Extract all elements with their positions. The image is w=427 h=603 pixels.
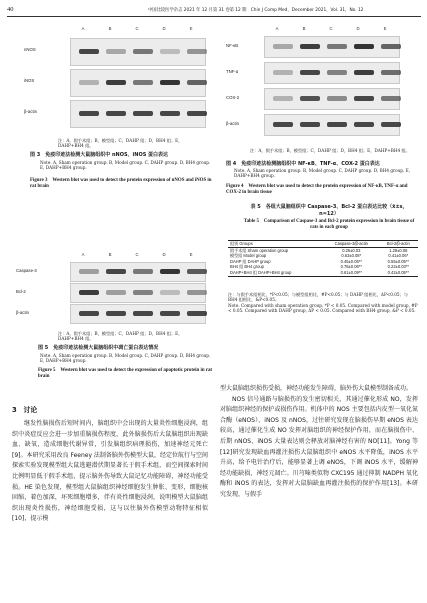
- table-cell: 假手术组 Sham operation group: [230, 247, 289, 253]
- table-cell: 1.29±0.08: [389, 247, 408, 253]
- blot-band: [187, 49, 207, 54]
- blot-row-label: Caspase-3: [16, 268, 37, 273]
- figure-3: [24, 26, 220, 138]
- table-cell: BH4 组 BH4 group: [230, 264, 264, 270]
- blot-band: [327, 96, 347, 101]
- blot-band: [273, 96, 293, 101]
- figure-note: 注：A，假手术组；B，模型组；C，DAHP 组；D，BH4 组；E，DAHP+BH4 组。: [250, 148, 410, 153]
- figure-4: [226, 26, 418, 148]
- lane-label: B: [108, 26, 112, 31]
- body-column-left: [12, 419, 208, 525]
- blot-band: [160, 111, 180, 116]
- blot-band: [354, 70, 374, 75]
- figure-note-en: Note. A, Sham operation group. B, Model group. C, DAHP group. D, BH4 group. E, DAHP+BH4 group.: [40, 160, 211, 171]
- blot-band: [79, 290, 99, 295]
- figure-caption-en: Figure 3 Western blot was used to detect the protein expression of nNOS and iNOS in rat brain: [30, 178, 212, 190]
- blot-band: [133, 290, 153, 295]
- blot-band: [300, 122, 320, 127]
- table-cell: 0.63±0.08*: [341, 253, 362, 259]
- table-row: [228, 270, 418, 276]
- table-cell: 0.41±0.06*: [388, 253, 409, 259]
- blot-band: [106, 80, 126, 85]
- lane-label: C: [329, 26, 333, 31]
- figure-note-en: Note. A, Sham operation group. B, Model group. C, DAHP group. D, BH4 group. E, DAHP+BH4 group.: [40, 353, 211, 364]
- running-header: 中国比较医学杂志 2021 年 12 月第 31 卷第 12 期 Chin J Comp Med，December 2021，Vol. 31，No. 12: [148, 8, 364, 13]
- table-title-en: Table 5 Comparison of Caspase-3 and Bcl-2 protein expression in brain tissue of rats in each group: [243, 219, 415, 231]
- table-cell: 0.25±0.03: [342, 247, 361, 253]
- western-blot-strip: [70, 283, 206, 303]
- figure-note-en: Note. A, Sham operation group. B, Model group. C, DAHP group. D, BH4 group. E, DAHP+BH4 group.: [234, 168, 411, 179]
- blot-band: [106, 111, 126, 116]
- blot-band: [354, 44, 374, 49]
- table-cell: 0.45±0.05**: [340, 258, 362, 264]
- blot-band: [106, 269, 126, 274]
- blot-band: [327, 70, 347, 75]
- western-blot-strip: [70, 304, 206, 324]
- blot-band: [160, 290, 180, 295]
- body-paragraph: 型大鼠脑组织损伤受损，神经功能发生障碍，脑外伤大鼠模型制备成功。: [220, 385, 413, 392]
- western-blot-strip: [264, 88, 400, 110]
- figure-5: [16, 252, 220, 330]
- figure-caption-cn: 图 5 免疫印迹法检测大鼠脑组织中凋亡蛋白表达情况: [38, 345, 159, 351]
- western-blot-strip: [70, 262, 206, 282]
- blot-band: [187, 111, 207, 116]
- blot-band: [79, 80, 99, 85]
- body-paragraph: NOS 信号通路与脑损伤的发生密切相关，其通过催化形成 NO，发挥对脑组织神经的保护或损伤作用。机体中的 NOS 主要包括内皮型一氧化氮合酶（eNOS）、iNOS 及 nNOS，过往研究发现在脑损伤早期 eNOS 表达较高，通过催化生成 NO 发挥对脑组织的神经保护作用，而在脑损伤中、后期 nNOS、iNOS 大量表达则会释放对脑神经有害的 NO[11]。Yong 等[12]研究发现缺血再灌注损伤大鼠脑组织中 eNOS 水平降低，iNOS 水平升高，给予电针治疗后，能够显著上调 eNOS，下调 iNOS 水平，缓解神经功能缺损，神经元凋亡。川芎嗪类似物 CXC195 通过抑制 NADPH 氧化酶和 iNOS 的表达，发挥对大鼠脑缺血再灌注损伤的保护作用[13]。本研究发现，与假手: [220, 395, 418, 498]
- blot-band: [354, 122, 374, 127]
- western-blot-strip: [264, 62, 400, 84]
- blot-band: [273, 44, 293, 49]
- table-cell: 0.55±0.05**: [387, 258, 409, 264]
- lane-label: C: [135, 252, 139, 257]
- lane-label: A: [81, 26, 85, 31]
- lane-label: C: [135, 26, 139, 31]
- blot-band: [106, 49, 126, 54]
- body-column-right: [220, 384, 418, 501]
- lane-label: D: [162, 26, 166, 31]
- table-cell: DAHP+BH4 组 DAHP+BH4 group: [228, 270, 324, 276]
- blot-band: [106, 290, 126, 295]
- blot-band: [381, 96, 401, 101]
- blot-row-label: β-actin: [226, 121, 239, 126]
- western-blot-strip: [70, 38, 206, 66]
- blot-band: [187, 290, 207, 295]
- table-header-cell: 组别 Groups: [228, 241, 324, 248]
- blot-row-label: COX-2: [226, 95, 240, 100]
- figure-caption-cn: 图 3 免疫印迹法检测大鼠脑组织中 nNOS、iNOS 蛋白表达: [30, 152, 169, 158]
- blot-band: [79, 311, 99, 316]
- blot-band: [106, 311, 126, 316]
- blot-row-label: nNOS: [24, 47, 36, 52]
- blot-band: [160, 269, 180, 274]
- table-cell: 0.22±0.03**: [387, 264, 409, 270]
- blot-band: [187, 80, 207, 85]
- table-cell: 0.61±0.09**: [324, 270, 379, 276]
- table-cell: 0.78±0.06**: [340, 264, 362, 270]
- lane-label: D: [162, 252, 166, 257]
- blot-band: [300, 70, 320, 75]
- blot-band: [187, 311, 207, 316]
- blot-row-label: NF-κB: [226, 43, 239, 48]
- table-header-row: [228, 241, 418, 248]
- table-header-cell: Caspase-3/β-actin: [324, 241, 379, 248]
- blot-band: [327, 44, 347, 49]
- blot-band: [381, 70, 401, 75]
- table-note-en: Note. Compared with sham operation group, *P < 0.05. Compared with model group, #P < 0.05. Compared with DAHP group, ΔP < 0.05. Compared with BH4 group, &P < 0.05.: [228, 303, 418, 314]
- body-paragraph: 继发性脑损伤后短时间内，脑组织中会出现的大量炎性细胞浸润，组织中炎症反应会进一步加重脑损伤程度，此外脑损伤后大鼠脑组织出现缺血、缺氧，造成细胞代谢异常，引发脑组织病理损伤，加速神经元死亡[9]。本研究采用改良 Feeney 法制备脑外伤模型大鼠，经定位航行与空间探索实验发现模型组大鼠逃避潜伏期显著长于假手术组，而空间探索时间比例明显低于假手术组，提示脑外伤导致大鼠记忆功能障碍，神经功能受损。HE 染色发现，模型组大鼠脑组织神经细胞发生肿胀、变形，细胞核固缩，着色加深，坏死细胞增多，伴有炎性细胞浸润，说明模型大鼠脑组织出现炎性损伤，神经细胞受损，这与以往脑外伤模型动物特征相似[10]，提示模: [12, 420, 208, 523]
- table-header-cell: Bcl-2/β-actin: [379, 241, 418, 248]
- blot-band: [381, 122, 401, 127]
- blot-band: [79, 111, 99, 116]
- lane-label: B: [302, 26, 306, 31]
- blot-band: [273, 122, 293, 127]
- lane-label: E: [189, 252, 193, 257]
- blot-row-label: TNF-α: [226, 69, 239, 74]
- western-blot-strip: [70, 100, 206, 128]
- western-blot-strip: [264, 36, 400, 58]
- blot-band: [133, 80, 153, 85]
- table-title-cn: 表 5 各组大鼠脑组织中 Caspase-3、Bcl-2 蛋白表达比较（x̄±s，n=12）: [250, 204, 408, 217]
- blot-band: [327, 122, 347, 127]
- blot-band: [160, 311, 180, 316]
- section-heading: 3 讨论: [12, 406, 38, 414]
- lane-label: A: [275, 26, 279, 31]
- table-note-cn: 注：与假手术组相比，*P<0.05；与模型组相比，#P<0.05；与 DAHP 组相比，ΔP<0.05；与 BH4 组相比，&P<0.05。: [228, 292, 408, 303]
- table-cell: DAHP 组 DAHP group: [230, 258, 271, 264]
- header-rule: [7, 16, 421, 17]
- blot-row-label: β-actin: [16, 310, 29, 315]
- blot-band: [354, 96, 374, 101]
- western-blot-strip: [70, 69, 206, 97]
- blot-band: [160, 80, 180, 85]
- figure-caption-cn: 图 4 免疫印迹法检测脑组织中 NF-κB、TNF-α、COX-2 蛋白表达: [226, 161, 380, 167]
- lane-label: D: [356, 26, 360, 31]
- lane-label: E: [189, 26, 193, 31]
- blot-row-label: Bcl-2: [16, 289, 26, 294]
- western-blot-strip: [264, 114, 400, 136]
- blot-band: [79, 49, 99, 54]
- blot-band: [187, 269, 207, 274]
- blot-band: [273, 70, 293, 75]
- blot-band: [300, 44, 320, 49]
- figure-caption-en: Figure 5 Western blot was used to detect the expression of apoptotic protein in rat brain: [38, 368, 213, 380]
- table-cell: 模型组 Model group: [230, 253, 267, 259]
- figure-note: 注：A，假手术组；B，模型组；C，DAHP 组；D，BH4 组；E，DAHP+BH4 组。: [58, 331, 183, 342]
- blot-row-label: iNOS: [24, 78, 35, 83]
- lane-label: A: [81, 252, 85, 257]
- lane-label: B: [108, 252, 112, 257]
- blot-band: [381, 44, 401, 49]
- blot-row-label: β-actin: [24, 109, 37, 114]
- figure-note: 注：A，假手术组；B，模型组；C，DAHP 组；D，BH4 组；E，DAHP+BH4 组。: [58, 138, 183, 149]
- blot-band: [133, 269, 153, 274]
- blot-band: [160, 49, 180, 54]
- blot-band: [133, 311, 153, 316]
- blot-band: [300, 96, 320, 101]
- page-number: 40: [7, 6, 14, 13]
- figure-caption-en: Figure 4 Western blot was used to detect the protein expression of NF-κB, TNF-α and COX-2 in brain tissue: [226, 184, 408, 196]
- blot-band: [133, 49, 153, 54]
- table-5: [228, 240, 418, 277]
- blot-band: [133, 111, 153, 116]
- lane-label: E: [383, 26, 387, 31]
- table-cell: 0.42±0.05**: [379, 270, 418, 276]
- blot-band: [79, 269, 99, 274]
